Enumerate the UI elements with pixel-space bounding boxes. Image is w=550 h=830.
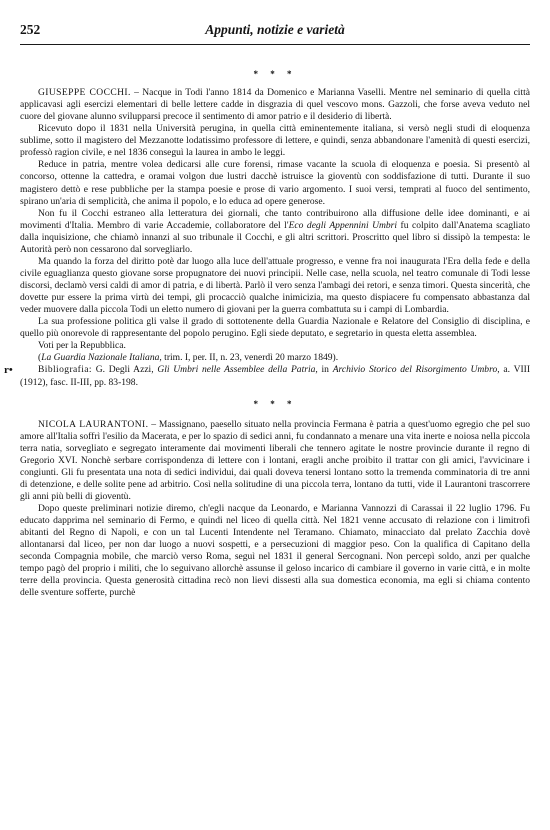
paragraph: Reduce in patria, mentre volea dedicarsi alle cure forensi, rimase vacante la scuola di eloquenza e poesia. Si presentò al concorso, ottenne la cattedra, e oramai volgon due lustri dacchè istruisce la gioventù con soddisfazione di tutti. Durante il suo magistero dettò e rese pubbliche per la stampa poesie e prose di vario argomento. I suoi versi, temprati al fuoco del sentimento, spirano un'aria di semplicità, che anima il popolo, e lo educa ad opere generose. bbox=[20, 159, 530, 207]
entry-name: GIUSEPPE COCCHI. bbox=[38, 87, 131, 98]
margin-mark: r• bbox=[4, 364, 13, 376]
page-number: 252 bbox=[20, 22, 41, 37]
bibliography: Bibliografia: G. Degli Azzi, Gli Umbri nelle Assemblee della Patria, in Archivio Storico del Risorgimento Umbro, a. VIII (1912), fasc. II-III, pp. 83-198. bbox=[20, 364, 530, 388]
document-page bbox=[20, 22, 530, 600]
paragraph: Non fu il Cocchi estraneo alla letteratura dei giornali, che tanto contribuirono alla diffusione delle idee dominanti, e ai movimenti d'Italia. Membro di varie Accademie, collaboratore del l'Eco degli Appennini Umbri fu colpito dall'Anatema scagliato dalla inquisizione, che chiamò innanzi al suo tribunale il Cocchi, e gli altri scrittori. Proscritto quel libro si dissipò la tempesta: le Autorità però non cessarono dal sorvegliarlo. bbox=[20, 207, 530, 255]
paragraph: NICOLA LAURANTONI. – Massignano, paesello situato nella provincia Fermana è patria a quest'uomo egregio che pel suo amore all'Italia soffrì l'esilio da Macerata, e per lo spazio di sedici anni, fu condannato a menare una vita inerte e noiosa nella piccola terra natia, sorvegliato e segregato interamente dai movimenti liberali che tennero agitate le nostre provincie durante il regno di Gregorio XVI. Nonchè serbare corrispondenza di lettere con i lontani, eragli anche proibito il trattar con gli amici, l'avvicinare i congiunti. Gli fu presentata una nota di sedici individui, dai quali doveva tenersi lontano sotto la tremenda comminatoria di tre anni di detenzione, e delle solite pene ad arbitrio. Così nella solitudine di una piccola terra, lontano da tutti, vide il Laurantoni trascorrere gli anni più belli di gioventù. bbox=[20, 418, 530, 502]
entry-cocchi bbox=[20, 87, 530, 389]
paragraph: GIUSEPPE COCCHI. – Nacque in Todi l'anno 1814 da Domenico e Marianna Vaselli. Mentre nel seminario di quella città applicavasi agli esercizi elementari di belle lettere cadde in disgrazia di quel vescovo mons. Gazzoli, che forse aveva veduto nel cuore del giovane alunno svilupparsi precoce il sentimento di amor patrio e il desiderio di libertà. bbox=[20, 87, 530, 123]
paragraph: Ricevuto dopo il 1831 nella Università perugina, in quella città eminentemente italiana, si versò negli studi di eloquenza sublime, sotto il magistero del Mezzanotte lodatissimo professore di lettere, e quindi, senza abbandonare l'amenità di questi esercizi, professò ragion civile, e nel 1836 conseguì la laurea in ambo le leggi. bbox=[20, 123, 530, 159]
section-separator: * * * bbox=[253, 398, 297, 409]
paragraph: Ma quando la forza del diritto potè dar luogo alla luce dell'attuale progresso, e venne fra noi inaugurata l'Era della fede e della civile eguaglianza questo giovane sorse propugnatore dei nuovi principii. Nelle case, nella scuola, nel teatro comunale di Todi lesse discorsi, declamò versi caldi di amor di patria, e di libertà. Parlò il vero senza l'ambagi dei retori, e senza timori. Questa sincerità, che dovette pur essere la prima virtù dei tempi, gli procacciò qualche inimicizia, ma questo dispiacere fu compensato abbastanza dal veder muovere dalla piccola Todi un eletto numero di giovani per la guerra combattuta su i campi di Lombardia. bbox=[20, 255, 530, 316]
bibliography-label: Bibliografia: bbox=[38, 364, 92, 376]
page-header bbox=[20, 22, 530, 45]
paragraph: Dopo queste preliminari notizie diremo, ch'egli nacque da Leonardo, e Marianna Vannozzi di Carassai il 22 luglio 1796. Fu educato dapprima nel seminario di Fermo, e quindi nel liceo di quella città. Nel 1821 venne accusato di relazione con i limitrofi abitanti del Regno di Napoli, e con un tal Lucenti Intendente nel Teramano. Chiamato, minacciato dal prelato Zacchia dovè allontanarsi dal liceo, per non dar luogo a nuovi sospetti, e a persecuzioni di maggior peso. Con la qualifica di Capitano della seconda Compagnia mobile, che marciò verso Roma, seguì nel 1831 il general Sercognani. Non percepì soldo, anzi per qualche tempo pagò del proprio i militi, che lo seguivano allorchè assunse il geloso incarico di cambiare il governo in varie città, e in molte terre della provincia. Questa generosità cittadina recò non lievi dissesti alla sua domestica economia, ma egli si chiama contento delle sventure sofferte, purchè bbox=[20, 503, 530, 599]
entry-laurantoni bbox=[20, 419, 530, 600]
paragraph: Voti per la Repubblica. bbox=[38, 340, 126, 352]
section-separator: * * * bbox=[253, 69, 297, 79]
journal-title: Eco degli Appennini Umbri bbox=[288, 219, 398, 231]
paragraph: La sua professione politica gli valse il grado di sottotenente della Guardia Nazionale e Relatore del Consiglio di disciplina, e quello più onorevole di rappresentante del popolo perugino. Egli siede deputato, e segretario in questa eletta assemblea. bbox=[20, 316, 530, 340]
source-citation: (La Guardia Nazionale Italiana, trim. I, per. II, n. 23, venerdì 20 marzo 1849). bbox=[38, 352, 339, 364]
running-title: Appunti, notizie e varietà bbox=[205, 22, 345, 37]
entry-name: NICOLA LAURANTONI. bbox=[38, 418, 149, 430]
